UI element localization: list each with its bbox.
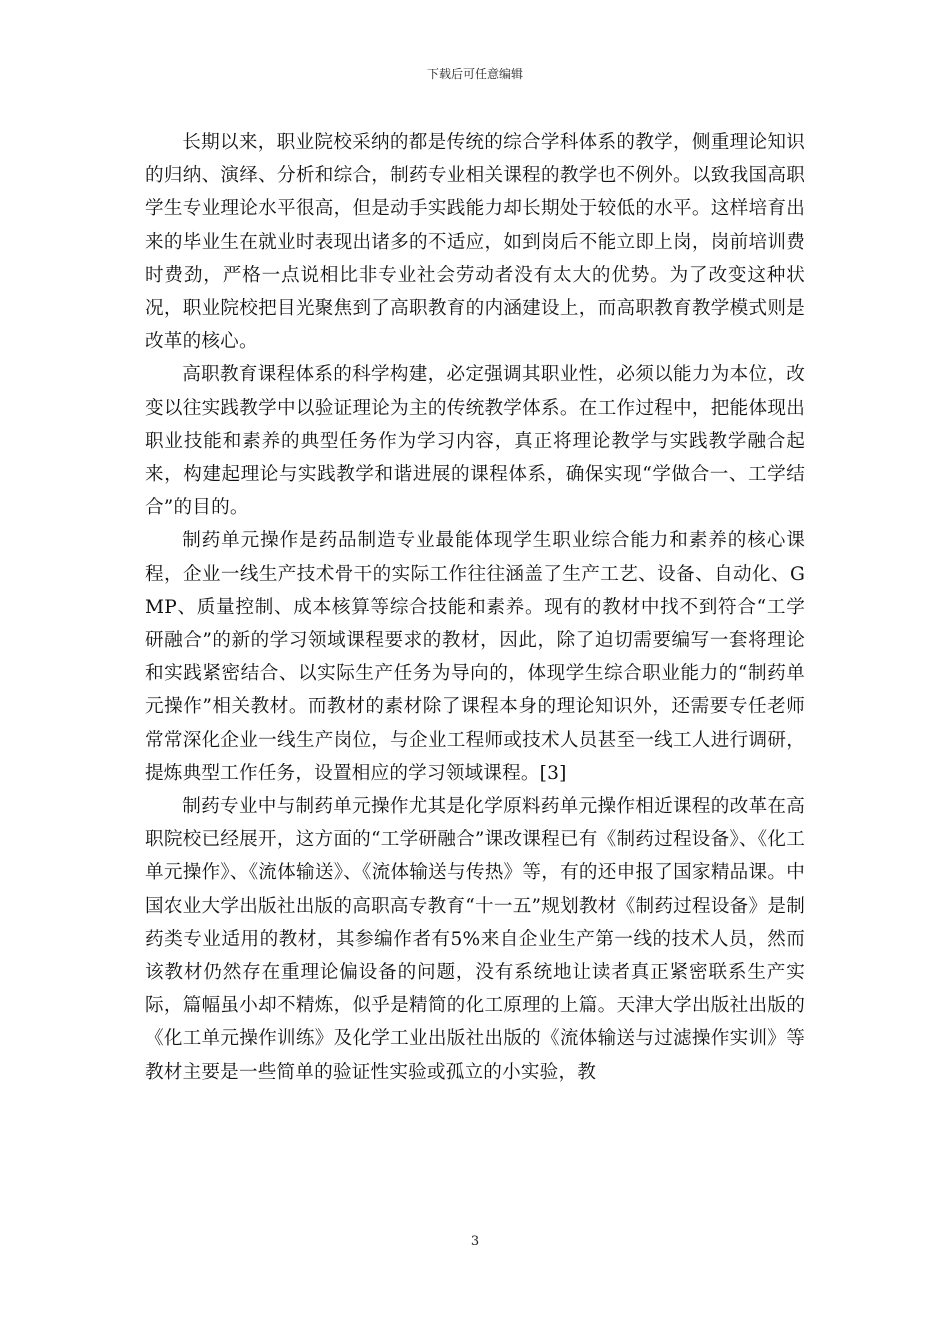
paragraph-2: 高职教育课程体系的科学构建，必定强调其职业性，必须以能力为本位，改变以往实践教学中以验证理论为主的传统教学体系。在工作过程中，把能体现出职业技能和素养的典型任务作为学习内容，真正将理论教学与实践教学融合起来，构建起理论与实践教学和谐进展的课程体系，确保实现“学做合一、工学结合”的目的。 [145,364,805,519]
document-body [145,126,805,1089]
page-header: 下载后可任意编辑 [426,67,523,81]
paragraph-1: 长期以来，职业院校采纳的都是传统的综合学科体系的教学，侧重理论知识的归纳、演绎、分析和综合，制药专业相关课程的教学也不例外。以致我国高职学生专业理论水平很高，但是动手实践能力却长期处于较低的水平。这样培育出来的毕业生在就业时表现出诸多的不适应，如到岗后不能立即上岗，岗前培训费时费劲，严格一点说相比非专业社会劳动者没有太大的优势。为了改变这种状况，职业院校把目光聚焦到了高职教育的内涵建设上，而高职教育教学模式则是改革的核心。 [145,132,805,353]
paragraph-4: 制药专业中与制药单元操作尤其是化学原料药单元操作相近课程的改革在高职院校已经展开，这方面的“工学研融合”课改课程已有《制药过程设备》、《化工单元操作》、《流体输送》、《流体输送与传热》等，有的还申报了国家精品课。中国农业大学出版社出版的高职高专教育“十一五”规划教材《制药过程设备》是制药类专业适用的教材，其参编作者有5%来自企业生产第一线的技术人员，然而该教材仍然存在重理论偏设备的问题，没有系统地让读者真正紧密联系生产实际，篇幅虽小却不精炼，似乎是精简的化工原理的上篇。天津大学出版社出版的《化工单元操作训练》及化学工业出版社出版的《流体输送与过滤操作实训》等教材主要是一些简单的验证性实验或孤立的小实验，教 [145,796,805,1083]
page-number: 3 [470,1234,480,1249]
paragraph-3: 制药单元操作是药品制造专业最能体现学生职业综合能力和素养的核心课程，企业一线生产技术骨干的实际工作往往涵盖了生产工艺、设备、自动化、GMP、质量控制、成本核算等综合技能和素养。现有的教材中找不到符合“工学研融合”的新的学习领域课程要求的教材，因此，除了迫切需要编写一套将理论和实践紧密结合、以实际生产任务为导向的，体现学生综合职业能力的“制药单元操作”相关教材。而教材的素材除了课程本身的理论知识外，还需要专任老师常常深化企业一线生产岗位，与企业工程师或技术人员甚至一线工人进行调研，提炼典型工作任务，设置相应的学习领域课程。[3] [145,530,805,784]
